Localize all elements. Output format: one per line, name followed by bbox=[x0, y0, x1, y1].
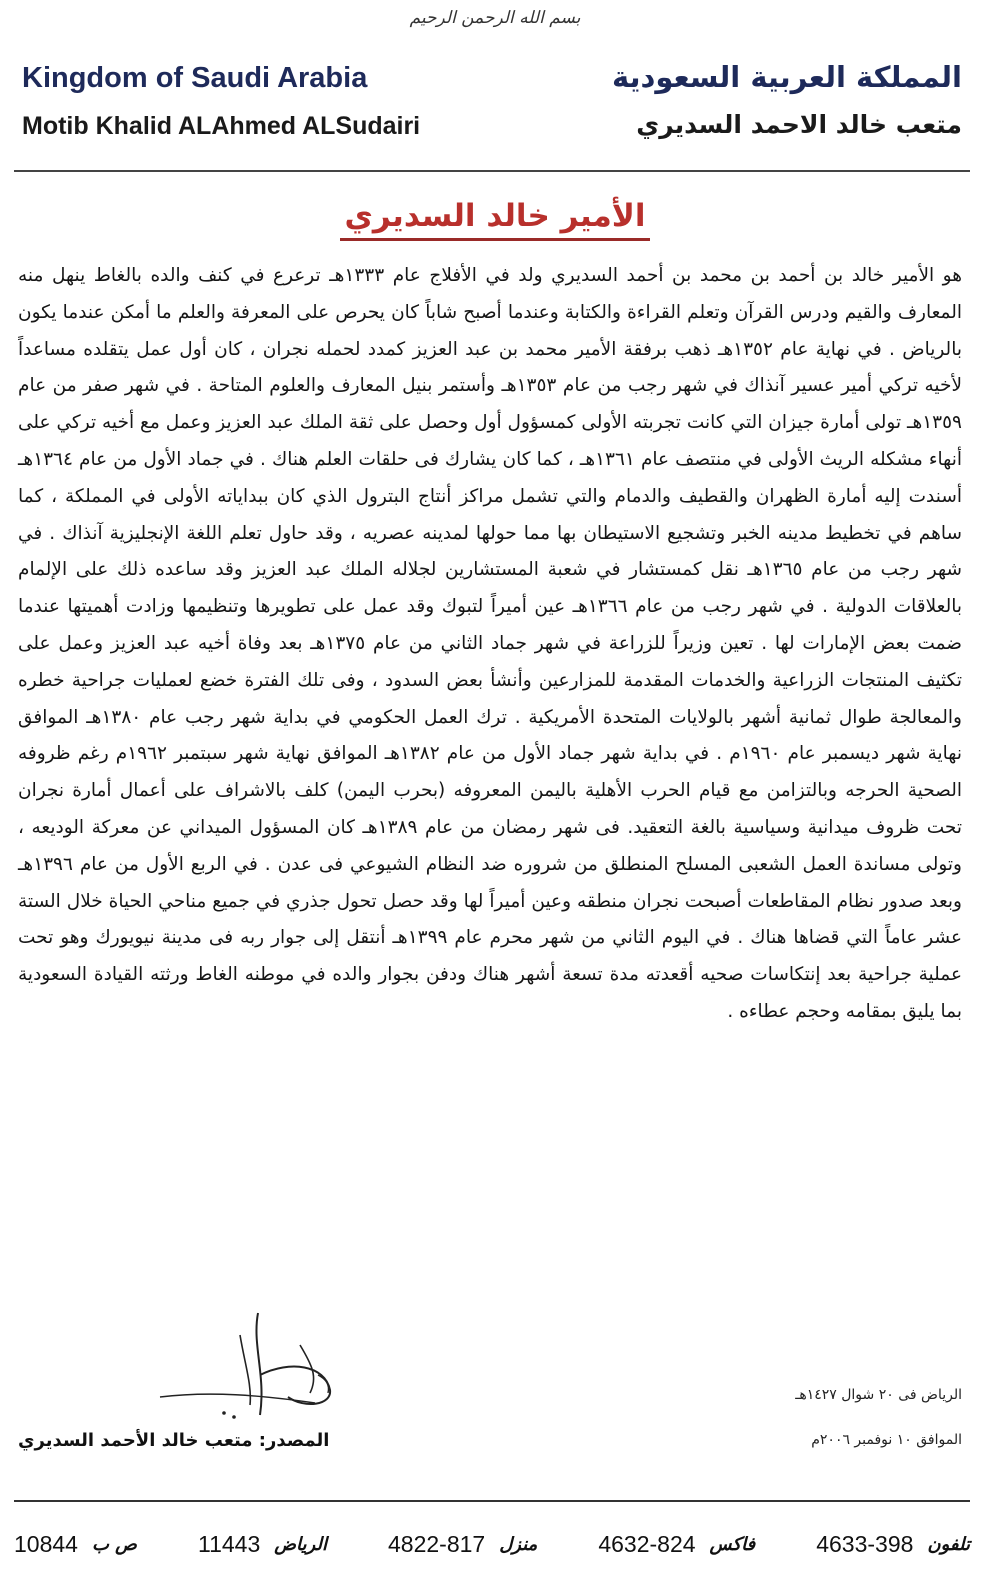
english-letterhead-name: Motib Khalid ALAhmed ALSudairi bbox=[22, 112, 421, 140]
handwritten-signature bbox=[140, 1305, 340, 1430]
home-entry bbox=[388, 1531, 537, 1558]
home-number: 4822-817 bbox=[388, 1530, 486, 1557]
phone-number: 4633-398 bbox=[816, 1530, 914, 1557]
contact-footer bbox=[14, 1524, 970, 1564]
phone-label: تلفون bbox=[927, 1533, 970, 1555]
home-label: منزل bbox=[499, 1533, 538, 1555]
postal-code: 11443 bbox=[198, 1530, 261, 1557]
arabic-letterhead-name: متعب خالد الاحمد السديري bbox=[636, 110, 962, 139]
city-label: الرياض bbox=[274, 1533, 327, 1555]
phone-entry bbox=[816, 1531, 970, 1558]
pobox-label: ص ب bbox=[91, 1533, 137, 1555]
english-letterhead-title: Kingdom of Saudi Arabia bbox=[22, 62, 368, 94]
fax-number: 4632-824 bbox=[598, 1530, 696, 1557]
fax-label: فاكس bbox=[709, 1533, 756, 1555]
pobox-number: 10844 bbox=[14, 1530, 78, 1557]
fax-entry bbox=[598, 1531, 755, 1558]
footer-divider bbox=[14, 1500, 970, 1502]
document-heading-text: الأمير خالد السديري bbox=[340, 198, 649, 241]
basmala-text: بسم الله الرحمن الرحيم bbox=[409, 8, 581, 28]
biography-body: هو الأمير خالد بن أحمد بن محمد بن أحمد السديري ولد في الأفلاج عام ١٣٣٣هـ ترعرع في كنف والده بالغاط ينهل منه المعارف والقيم ودرس القرآن وتعلم القراءة والكتابة وعندما أصبح شاباً كان يحرص على المعرفة والعلم ما أمكن عندما يكون بالرياض . في نهاية عام ١٣٥٢هـ ذهب برفقة الأمير محمد بن عبد العزيز كمدد لحمله نجران ، كان أول عمل يتقلده مساعداً لأخيه تركي أمير عسير آنذاك في شهر رجب من عام ١٣٥٣هـ وأستمر بنيل المعارف والعلوم المتاحة . في شهر صفر من عام ١٣٥٩هـ تولى أمارة جيزان التي كانت تجربته الأولى كمسؤول أول وحصل على ثقة الملك عبد العزيز وعمل مع أخيه تركي على أنهاء مشكله الريث الأولى في منتصف عام ١٣٦١هـ ، كما كان يشارك فى حلقات العلم هناك . في جماد الأول من عام ١٣٦٤هـ أسندت إليه أمارة الظهران والقطيف والدمام والتي تشمل مراكز أنتاج البترول الذي كان ببداياته الأولى في المملكة ، كما ساهم في تخطيط مدينه الخبر وتشجيع الاستيطان بها مما حولها لمدينه عصريه ، وقد حاول تعلم اللغة الإنجليزية آنذاك . في شهر رجب من عام ١٣٦٥هـ نقل كمستشار في شعبة المستشارين لجلاله الملك عبد العزيز وقد ساعده ذلك على الإلمام بالعلاقات الدولية . في شهر رجب من عام ١٣٦٦هـ عين أميراً لتبوك وقد عمل على تطويرها وتنظيمها وزادت أهميتها عندما ضمت بعض الإمارات لها . تعين وزيراً للزراعة في شهر جماد الثاني من عام ١٣٧٥هـ بعد وفاة أخيه عبد العزيز وعمل على تكثيف المنتجات الزراعية والخدمات المقدمة للمزارعين وأنشأ بعض السدود ، وفى تلك الفترة خضع لعمليات جراحية خطره والمعالجة طوال ثمانية أشهر بالولايات المتحدة الأمريكية . ترك العمل الحكومي في بداية شهر رجب عام ١٣٨٠هـ الموافق نهاية شهر ديسمبر عام ١٩٦٠م . في بداية شهر جماد الأول من عام ١٣٨٢هـ الموافق نهاية شهر سبتمبر ١٩٦٢م رغم ظروفه الصحية الحرجه وبالتزامن مع قيام الحرب الأهلية باليمن المعروفه (بحرب اليمن) كلف بالاشراف على أعمال أمارة نجران تحت ظروف ميدانية وسياسية بالغة التعقيد. فى شهر رمضان من عام ١٣٨٩هـ كان المسؤول الميداني عن معركة الوديعه ، وتولى مساندة العمل الشعبى المسلح المنطلق من شروره ضد النظام الشيوعي فى عدن . في الربع الأول من عام ١٣٩٦هـ وبعد صدور نظام المقاطعات أصبحت نجران منطقه وعين أميراً لها وقد حصل تحول جذري في جميع مناحي الحياة خلال الستة عشر عاماً التي قضاها هناك . في اليوم الثاني من شهر محرم عام ١٣٩٩هـ أنتقل إلى جوار ربه فى مدينة نيويورك وهو تحت عملية جراحية بعد إنتكاسات صحيه أقعدته مدة تسعة أشهر هناك ودفن بجوار والده في موطنه الغاط ورثته القيادة السعودية بما يليق بمقامه وحجم عطاءه . bbox=[18, 265, 963, 1022]
document-heading bbox=[0, 198, 990, 241]
header-divider bbox=[14, 170, 970, 172]
city-postal-entry bbox=[198, 1531, 327, 1558]
place-hijri-date: الرياض فى ٢٠ شوال ١٤٢٧هـ bbox=[795, 1387, 962, 1403]
source-attribution: المصدر: متعب خالد الأحمد السديري bbox=[18, 1430, 330, 1451]
arabic-letterhead-title: المملكة العربية السعودية bbox=[612, 60, 962, 94]
gregorian-date: الموافق ١٠ نوفمبر ٢٠٠٦م bbox=[811, 1432, 962, 1448]
pobox-entry bbox=[14, 1531, 137, 1558]
